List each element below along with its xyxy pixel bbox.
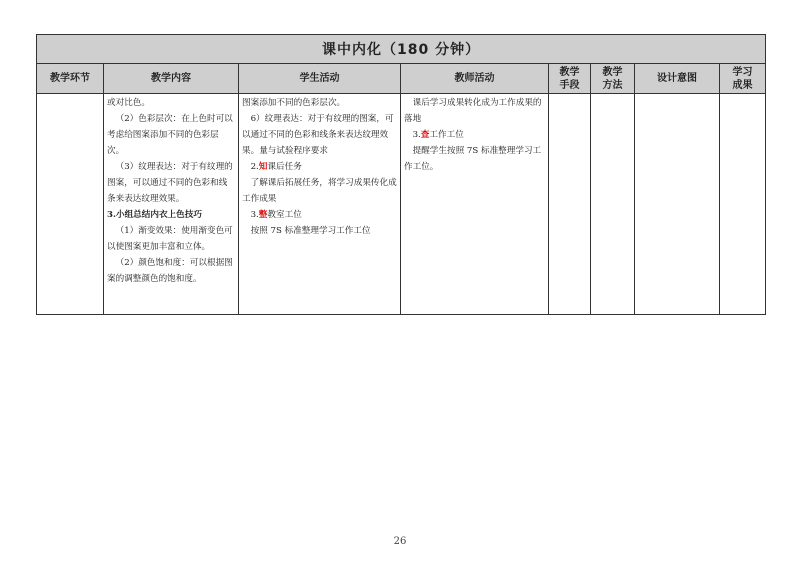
- header-teaching-method: [591, 64, 635, 94]
- step-title: 课后任务: [267, 162, 302, 172]
- cell-student-activity: [239, 94, 401, 315]
- student-step-3-detail: 按照 7S 标准整理学习工作工位: [250, 226, 371, 236]
- step-title: 教室工位: [267, 210, 302, 220]
- step-number: 3.: [412, 130, 421, 140]
- cell-content: [104, 94, 239, 315]
- cell-teaching-method: [591, 94, 635, 315]
- cell-teacher-activity: [401, 94, 549, 315]
- step-number: 2.: [250, 162, 259, 172]
- student-step-2: [242, 159, 397, 175]
- cell-teaching-means: [549, 94, 591, 315]
- content-line: 或对比色。: [107, 98, 150, 108]
- student-step-2-detail: 了解课后拓展任务，将学习成果传化成工作成果: [242, 178, 397, 204]
- step-title: 工作工位: [429, 130, 464, 140]
- header-method-line2: 方法: [602, 79, 623, 91]
- header-stage: 教学环节: [37, 64, 104, 94]
- cell-design-intent: [635, 94, 720, 315]
- header-method-line1: 教学: [602, 66, 623, 78]
- header-student-activity: 学生活动: [239, 64, 401, 94]
- student-step-3: [242, 207, 397, 223]
- teacher-step-3: [404, 127, 545, 143]
- keyword-know: 知: [258, 162, 268, 172]
- page-number: 26: [393, 536, 407, 547]
- cell-learning-outcome: [720, 94, 766, 315]
- keyword-tidy: 整: [258, 210, 268, 220]
- teacher-line: 课后学习成果转化成为工作成果的落地: [404, 98, 542, 124]
- content-item-2: （2）色彩层次：在上色时可以考虑给图案添加不同的色彩层次。: [107, 114, 233, 156]
- keyword-check: 查: [420, 130, 430, 140]
- header-teacher-activity: 教师活动: [401, 64, 549, 94]
- content-sub-2: （2）颜色饱和度：可以根据图案的调整颜色的饱和度。: [107, 258, 233, 284]
- header-outcome-line2: 成果: [732, 79, 753, 91]
- cell-stage: [37, 94, 104, 315]
- header-teaching-means: [549, 64, 591, 94]
- content-sub-1: （1）渐变效果：使用渐变色可以使图案更加丰富和立体。: [107, 226, 233, 252]
- content-item-3: （3）纹理表达：对于有纹理的图案，可以通过不同的色彩和线条来表达纹理效果。: [107, 162, 233, 204]
- header-means-line2: 手段: [559, 79, 580, 91]
- teacher-step-3-detail: 提醒学生按照 7S 标准整理学习工作工位。: [404, 146, 542, 172]
- header-outcome-line1: 学习: [732, 66, 753, 78]
- header-design-intent: 设计意图: [635, 64, 720, 94]
- header-learning-outcome: [720, 64, 766, 94]
- student-item-6: 6）纹理表达：对于有纹理的图案，可以通过不同的色彩和线条来表达纹理效果。量与试验程序要求: [242, 114, 394, 156]
- header-content: 教学内容: [104, 64, 239, 94]
- header-means-line1: 教学: [559, 66, 580, 78]
- lesson-plan-table: [36, 34, 766, 315]
- table-title: 课中内化（180 分钟）: [37, 35, 766, 64]
- content-heading: 3.小组总结内衣上色技巧: [107, 210, 202, 220]
- step-number: 3.: [250, 210, 259, 220]
- student-line: 图案添加不同的色彩层次。: [242, 98, 346, 108]
